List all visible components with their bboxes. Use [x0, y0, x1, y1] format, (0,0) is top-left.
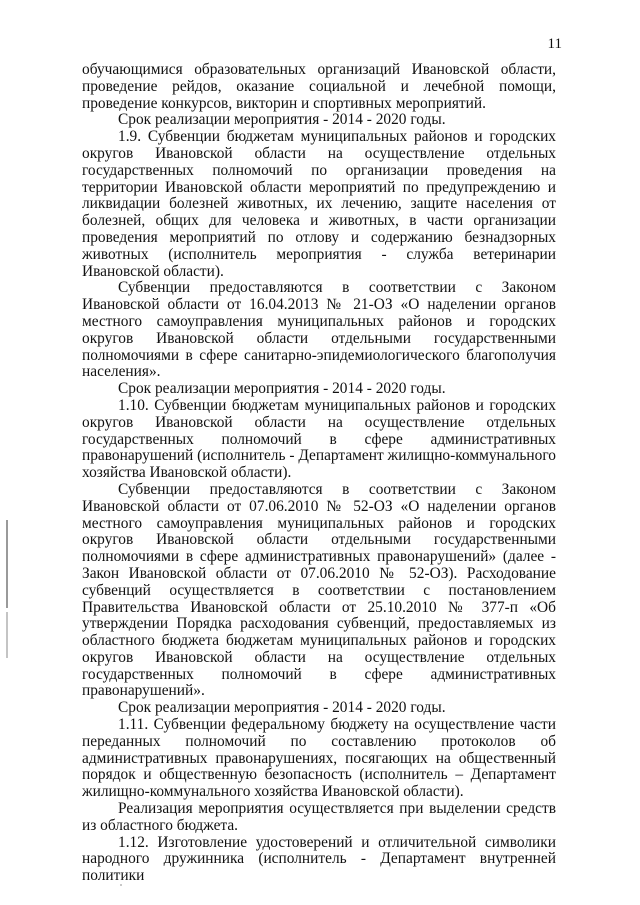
paragraph-subventions-law-21: Субвенции предоставляются в соответствии с Законом Ивановской области от 16.04.2013 № 21-ОЗ «О наделении органов местного самоуправления муниципальных районов и городских округов Ивановской области отдельными государственными полномочиями в сфере санитарно-эпидемиологического благополучия населения». [82, 279, 556, 381]
body-text [82, 62, 556, 885]
paragraph-subventions-law-52: Субвенции предоставляются в соответствии с Законом Ивановской области от 07.06.2010 № 52-ОЗ «О наделении органов местного самоуправления муниципальных районов и городских округов Ивановской области отдельными государственными полномочиями в сфере административных правонарушений» (далее - Закон Ивановской области от 07.06.2010 № 52-ОЗ). Расходование субвенций осуществляется в соответствии с постановлением Правительства Ивановской области от 25.10.2010 № 377-п «Об утверждении Порядка расходования субвенций, предоставляемых из областного бюджета бюджетам муниципальных районов и городских округов Ивановской области на осуществление отдельных государственных полномочий в сфере административных правонарушений». [82, 480, 556, 700]
paragraph-term-2: Срок реализации мероприятия - 2014 - 2020 годы. [118, 380, 446, 398]
paragraph-term-3: Срок реализации мероприятия - 2014 - 2020 годы. [118, 699, 446, 717]
paragraph-implementation: Реализация мероприятия осуществляется при выделении средств из областного бюджета. [82, 800, 556, 834]
scan-artifact-line [6, 612, 8, 658]
paragraph-item-1-12: 1.12. Изготовление удостоверений и отличительной символики народного дружинника (исполнитель - Департамент внутренней политики [82, 833, 556, 885]
paragraph-continuation: обучающимися образовательных организаций Ивановской области, проведение рейдов, оказание социальной и лечебной помощи, проведение конкурсов, викторин и спортивных мероприятий. [82, 61, 556, 112]
paragraph-term-1: Срок реализации мероприятия - 2014 - 2020 годы. [118, 111, 446, 129]
scan-artifact-dot [120, 884, 122, 886]
paragraph-item-1-11: 1.11. Субвенции федеральному бюджету на осуществление части переданных полномочий по составлению протоколов об административных правонарушениях, посягающих на общественный порядок и общественную безопасность (исполнитель – Департамент жилищно-коммунального хозяйства Ивановской области). [82, 716, 556, 801]
scan-artifact-line [6, 520, 8, 608]
paragraph-item-1-10: 1.10. Субвенции бюджетам муниципальных районов и городских округов Ивановской области на осуществление отдельных государственных полномочий в сфере административных правонарушений (исполнитель - Департамент жилищно-коммунального хозяйства Ивановской области). [82, 396, 556, 482]
paragraph-item-1-9: 1.9. Субвенции бюджетам муниципальных районов и городских округов Ивановской области на осуществление отдельных государственных полномочий по организации проведения на территории Ивановской области мероприятий по предупреждению и ликвидации болезней животных, их лечению, защите населения от болезней, общих для человека и животных, в части организации проведения мероприятий по отлову и содержанию безнадзорных животных (исполнитель мероприятия - служба ветеринарии Ивановской области). [82, 128, 556, 280]
page-number: 11 [547, 36, 562, 52]
